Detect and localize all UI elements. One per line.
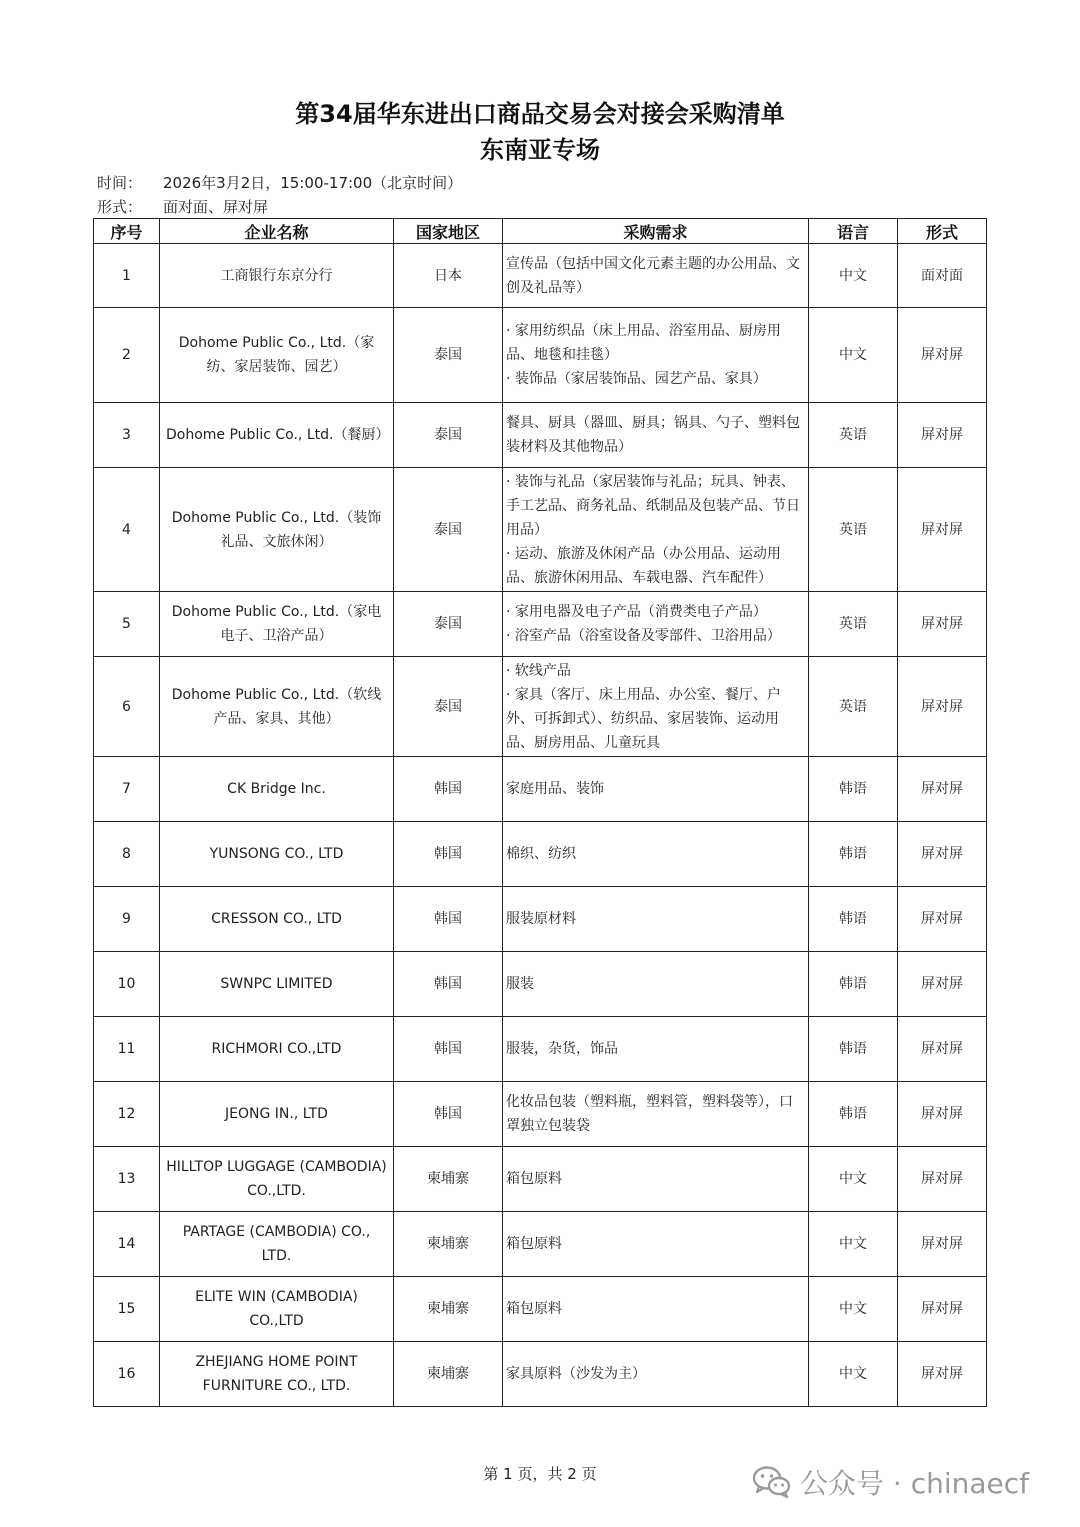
meta-form-row xyxy=(97,197,268,217)
procurement-demand xyxy=(503,1017,809,1082)
meta-form-label: 形式： xyxy=(97,198,143,216)
table-row xyxy=(94,1082,987,1147)
meeting-format: 面对面 xyxy=(898,244,987,308)
demand-line: · 装饰品（家居装饰品、园艺产品、家具） xyxy=(506,371,767,387)
meeting-format: 屏对屏 xyxy=(898,887,987,952)
row-number: 10 xyxy=(94,952,160,1017)
language: 中文 xyxy=(809,1147,898,1212)
demand-line: 餐具、厨具（器皿、厨具；锅具、勺子、塑料包装材料及其他物品） xyxy=(506,415,800,455)
row-number: 2 xyxy=(94,308,160,403)
language: 英语 xyxy=(809,592,898,657)
country-region: 柬埔寨 xyxy=(394,1212,503,1277)
language: 中文 xyxy=(809,1212,898,1277)
company-name: ZHEJIANG HOME POINT FURNITURE CO., LTD. xyxy=(160,1342,394,1407)
language: 英语 xyxy=(809,657,898,757)
demand-line: · 家用纺织品（床上用品、浴室用品、厨房用品、地毯和挂毯） xyxy=(506,323,781,363)
table-row xyxy=(94,1147,987,1212)
meeting-format: 屏对屏 xyxy=(898,468,987,592)
procurement-demand xyxy=(503,592,809,657)
procurement-demand xyxy=(503,308,809,403)
meeting-format: 屏对屏 xyxy=(898,592,987,657)
procurement-demand xyxy=(503,1147,809,1212)
country-region: 韩国 xyxy=(394,1082,503,1147)
country-region: 泰国 xyxy=(394,403,503,468)
meeting-format: 屏对屏 xyxy=(898,657,987,757)
company-name: HILLTOP LUGGAGE (CAMBODIA) CO.,LTD. xyxy=(160,1147,394,1212)
company-name: CK Bridge Inc. xyxy=(160,757,394,822)
company-name: RICHMORI CO.,LTD xyxy=(160,1017,394,1082)
language: 中文 xyxy=(809,1277,898,1342)
country-region: 日本 xyxy=(394,244,503,308)
meeting-format: 屏对屏 xyxy=(898,1017,987,1082)
language: 中文 xyxy=(809,244,898,308)
meeting-format: 屏对屏 xyxy=(898,1342,987,1407)
country-region: 泰国 xyxy=(394,308,503,403)
row-number: 1 xyxy=(94,244,160,308)
procurement-demand xyxy=(503,887,809,952)
demand-line: 化妆品包装（塑料瓶，塑料管，塑料袋等），口罩独立包装袋 xyxy=(506,1094,793,1134)
procurement-demand xyxy=(503,403,809,468)
table-row xyxy=(94,822,987,887)
company-name: 工商银行东京分行 xyxy=(160,244,394,308)
company-name: PARTAGE (CAMBODIA) CO., LTD. xyxy=(160,1212,394,1277)
meta-form-value: 面对面、屏对屏 xyxy=(163,198,269,216)
procurement-demand xyxy=(503,1082,809,1147)
meta-time-value: 2026年3月2日，15:00-17:00（北京时间） xyxy=(163,174,463,192)
row-number: 15 xyxy=(94,1277,160,1342)
demand-line: 服装原材料 xyxy=(506,911,576,927)
procurement-demand xyxy=(503,1342,809,1407)
table-row xyxy=(94,657,987,757)
language: 英语 xyxy=(809,403,898,468)
demand-line: · 软线产品 xyxy=(506,662,571,679)
company-name: Dohome Public Co., Ltd.（装饰礼品、文旅休闲） xyxy=(160,468,394,592)
header-format: 形式 xyxy=(898,219,987,244)
company-name: YUNSONG CO., LTD xyxy=(160,822,394,887)
table-row xyxy=(94,1277,987,1342)
demand-line: 棉织、纺织 xyxy=(506,846,576,862)
row-number: 4 xyxy=(94,468,160,592)
company-name: CRESSON CO., LTD xyxy=(160,887,394,952)
country-region: 柬埔寨 xyxy=(394,1277,503,1342)
header-company: 企业名称 xyxy=(160,219,394,244)
demand-line: · 家具（客厅、床上用品、办公室、餐厅、户外、可拆卸式）、纺织品、家居装饰、运动用品、厨房用品、儿童玩具 xyxy=(506,686,781,751)
table-row xyxy=(94,1212,987,1277)
document-subtitle: 东南亚专场 xyxy=(480,136,600,164)
meeting-format: 屏对屏 xyxy=(898,822,987,887)
country-region: 泰国 xyxy=(394,468,503,592)
demand-line: · 浴室产品（浴室设备及零部件、卫浴用品） xyxy=(506,628,781,644)
country-region: 柬埔寨 xyxy=(394,1147,503,1212)
watermark xyxy=(752,1457,1029,1507)
table-row xyxy=(94,468,987,592)
table-row xyxy=(94,244,987,308)
language: 韩语 xyxy=(809,887,898,952)
meeting-format: 屏对屏 xyxy=(898,1147,987,1212)
language: 韩语 xyxy=(809,822,898,887)
table-row xyxy=(94,952,987,1017)
table-row xyxy=(94,1017,987,1082)
meeting-format: 屏对屏 xyxy=(898,1212,987,1277)
procurement-demand xyxy=(503,1277,809,1342)
company-name: ELITE WIN (CAMBODIA) CO.,LTD xyxy=(160,1277,394,1342)
table-row xyxy=(94,308,987,403)
wechat-icon xyxy=(752,1465,792,1499)
table-row xyxy=(94,592,987,657)
meeting-format: 屏对屏 xyxy=(898,757,987,822)
meeting-format: 屏对屏 xyxy=(898,403,987,468)
header-no: 序号 xyxy=(94,219,160,244)
page-number: 第 1 页，共 2 页 xyxy=(483,1465,597,1483)
language: 韩语 xyxy=(809,757,898,822)
watermark-text: 公众号 · chinaecf xyxy=(800,1467,1030,1500)
meeting-format: 屏对屏 xyxy=(898,952,987,1017)
country-region: 韩国 xyxy=(394,887,503,952)
company-name: Dohome Public Co., Ltd.（软线产品、家具、其他） xyxy=(160,657,394,757)
meeting-format: 屏对屏 xyxy=(898,1082,987,1147)
country-region: 泰国 xyxy=(394,592,503,657)
language: 韩语 xyxy=(809,1017,898,1082)
procurement-table xyxy=(93,218,987,1407)
table-row xyxy=(94,1342,987,1407)
table-row xyxy=(94,757,987,822)
table-row xyxy=(94,887,987,952)
demand-line: 服装，杂货，饰品 xyxy=(506,1041,618,1057)
country-region: 韩国 xyxy=(394,952,503,1017)
document-title: 第34届华东进出口商品交易会对接会采购清单 xyxy=(295,100,785,128)
company-name: Dohome Public Co., Ltd.（家纺、家居装饰、园艺） xyxy=(160,308,394,403)
language: 英语 xyxy=(809,468,898,592)
demand-line: 箱包原料 xyxy=(506,1171,562,1187)
language: 韩语 xyxy=(809,952,898,1017)
meta-time-row xyxy=(97,173,462,193)
header-region: 国家地区 xyxy=(394,219,503,244)
procurement-demand xyxy=(503,757,809,822)
row-number: 3 xyxy=(94,403,160,468)
row-number: 11 xyxy=(94,1017,160,1082)
meeting-format: 屏对屏 xyxy=(898,308,987,403)
procurement-demand xyxy=(503,244,809,308)
header-demand: 采购需求 xyxy=(503,219,809,244)
row-number: 8 xyxy=(94,822,160,887)
table-header-row xyxy=(94,219,987,244)
row-number: 16 xyxy=(94,1342,160,1407)
row-number: 9 xyxy=(94,887,160,952)
procurement-demand xyxy=(503,1212,809,1277)
meta-time-label: 时间： xyxy=(97,174,143,192)
row-number: 7 xyxy=(94,757,160,822)
row-number: 12 xyxy=(94,1082,160,1147)
demand-line: · 运动、旅游及休闲产品（办公用品、运动用品、旅游休闲用品、车载电器、汽车配件） xyxy=(506,545,781,586)
row-number: 13 xyxy=(94,1147,160,1212)
demand-line: 家具原料（沙发为主） xyxy=(506,1366,646,1382)
demand-line: 家庭用品、装饰 xyxy=(506,781,604,797)
company-name: Dohome Public Co., Ltd.（餐厨） xyxy=(160,403,394,468)
table-row xyxy=(94,403,987,468)
procurement-demand xyxy=(503,822,809,887)
row-number: 5 xyxy=(94,592,160,657)
procurement-demand xyxy=(503,952,809,1017)
procurement-demand xyxy=(503,657,809,757)
country-region: 韩国 xyxy=(394,757,503,822)
country-region: 柬埔寨 xyxy=(394,1342,503,1407)
language: 中文 xyxy=(809,1342,898,1407)
demand-line: 服装 xyxy=(506,976,534,992)
header-language: 语言 xyxy=(809,219,898,244)
demand-line: 箱包原料 xyxy=(506,1236,562,1252)
company-name: JEONG IN., LTD xyxy=(160,1082,394,1147)
language: 韩语 xyxy=(809,1082,898,1147)
procurement-demand xyxy=(503,468,809,592)
meeting-format: 屏对屏 xyxy=(898,1277,987,1342)
company-name: SWNPC LIMITED xyxy=(160,952,394,1017)
country-region: 韩国 xyxy=(394,1017,503,1082)
company-name: Dohome Public Co., Ltd.（家电电子、卫浴产品） xyxy=(160,592,394,657)
demand-line: · 装饰与礼品（家居装饰与礼品；玩具、钟表、手工艺品、商务礼品、纸制品及包装产品、节日用品） xyxy=(506,473,800,538)
language: 中文 xyxy=(809,308,898,403)
demand-line: 宣传品（包括中国文化元素主题的办公用品、文创及礼品等） xyxy=(506,255,800,296)
demand-line: · 家用电器及电子产品（消费类电子产品） xyxy=(506,604,767,620)
country-region: 泰国 xyxy=(394,657,503,757)
demand-line: 箱包原料 xyxy=(506,1301,562,1317)
row-number: 14 xyxy=(94,1212,160,1277)
row-number: 6 xyxy=(94,657,160,757)
country-region: 韩国 xyxy=(394,822,503,887)
